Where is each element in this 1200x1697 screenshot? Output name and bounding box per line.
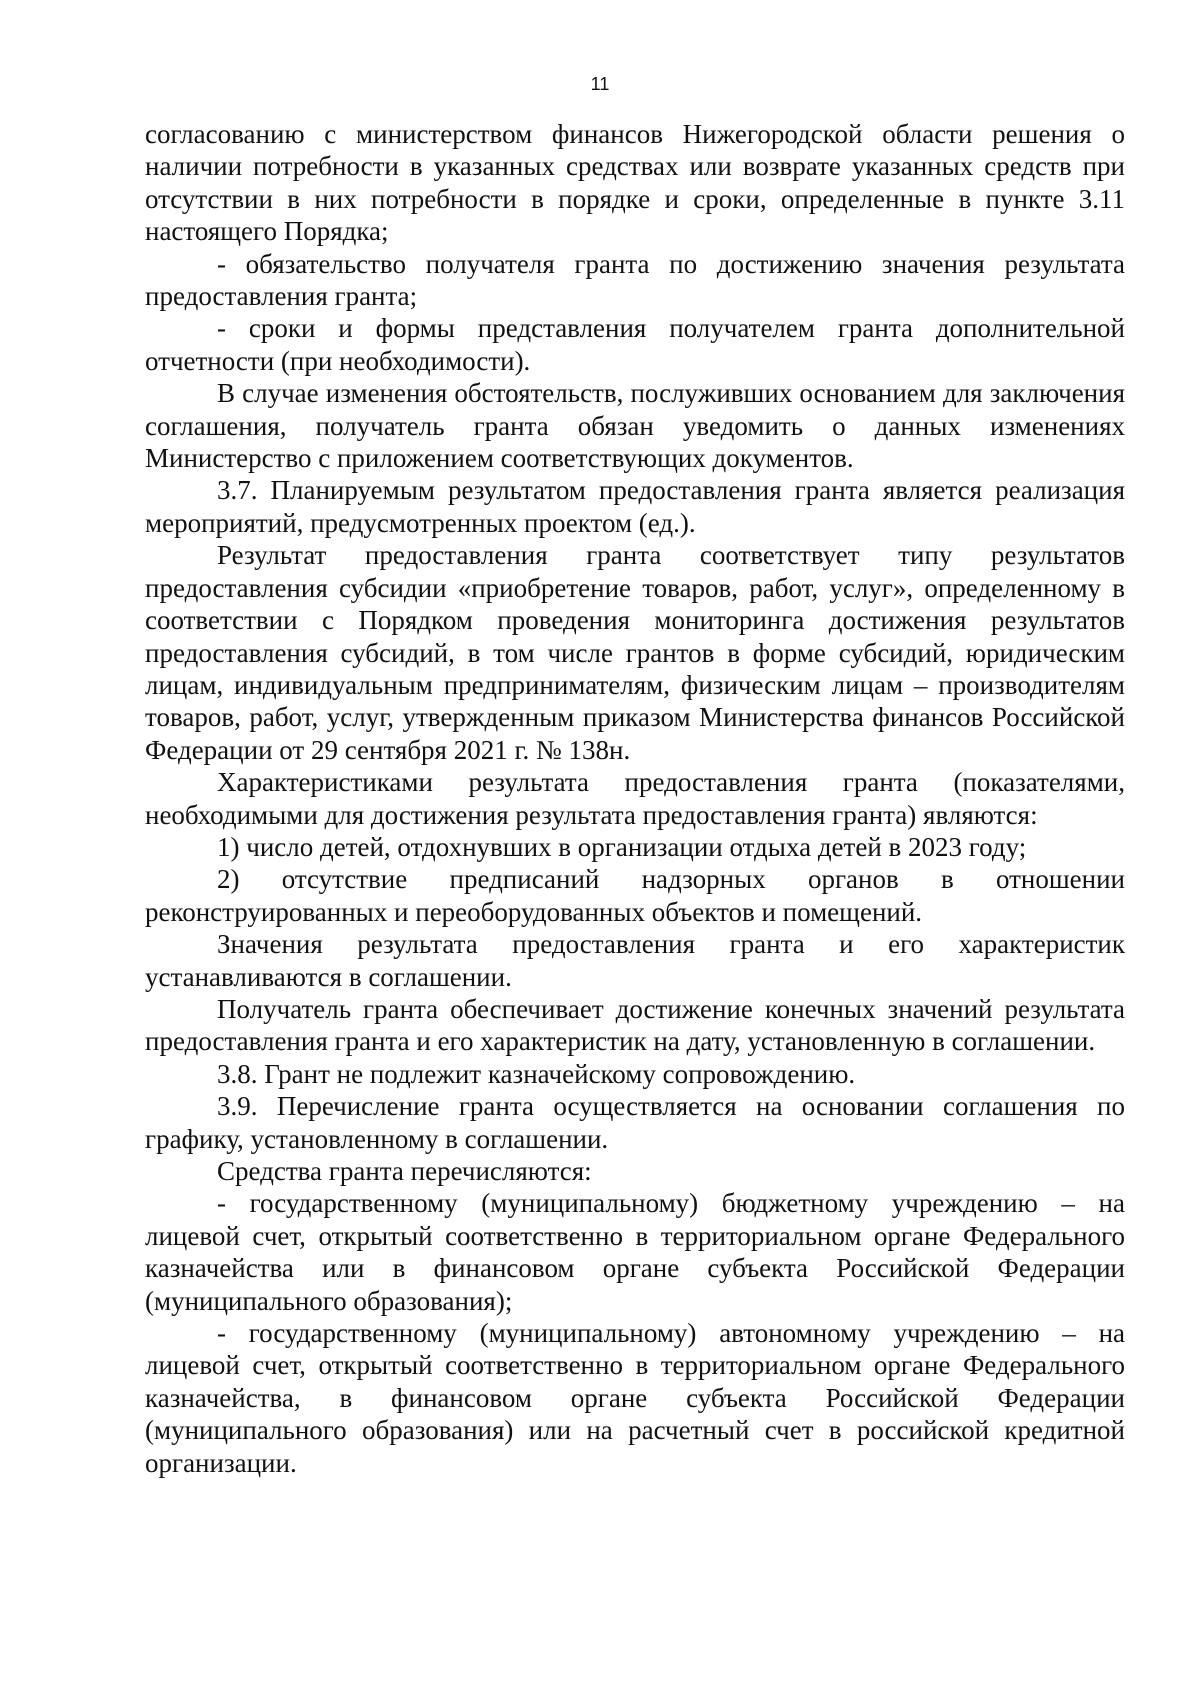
- paragraph: Характеристиками результата предоставления гранта (показателями, необходимыми для достижения результата предоставления гранта) являются:: [145, 767, 1125, 830]
- paragraph: 3.8. Грант не подлежит казначейскому сопровождению.: [217, 1058, 856, 1089]
- paragraph: В случае изменения обстоятельств, послуживших основанием для заключения соглашения, получатель гранта обязан уведомить о данных изменениях Министерство с приложением соответствующих документов.: [145, 378, 1125, 474]
- document-body: [145, 118, 1125, 1479]
- paragraph: - обязательство получателя гранта по достижению значения результата предоставления гранта;: [145, 248, 1125, 312]
- paragraph: 2) отсутствие предписаний надзорных органов в отношении реконструированных и переоборудованных объектов и помещений.: [145, 864, 1125, 927]
- paragraph: - сроки и формы представления получателем гранта дополнительной отчетности (при необходимости).: [145, 313, 1125, 376]
- page-number: 11: [590, 74, 610, 94]
- paragraph: Получатель гранта обеспечивает достижение конечных значений результата предоставления гранта и его характеристик на дату, установленную в соглашении.: [145, 993, 1125, 1057]
- paragraph: - государственному (муниципальному) автономному учреждению – на лицевой счет, открытый соответственно в территориальном органе Федерального казначейства, в финансовом органе субъекта Российской Федерации (муниципального образования) или на расчетный счет в российской кредитной организации.: [145, 1318, 1125, 1478]
- paragraph: - государственному (муниципальному) бюджетному учреждению – на лицевой счет, открытый соответственно в территориальном органе Федерального казначейства или в финансовом органе субъекта Российской Федерации (муниципального образования);: [145, 1188, 1125, 1316]
- paragraph: 3.9. Перечисление гранта осуществляется на основании соглашения по графику, установленному в соглашении.: [145, 1091, 1125, 1154]
- paragraph: 3.7. Планируемым результатом предоставления гранта является реализация мероприятий, предусмотренных проектом (ед.).: [145, 475, 1125, 538]
- paragraph: 1) число детей, отдохнувших в организации отдыха детей в 2023 году;: [217, 831, 1027, 862]
- paragraph: Средства гранта перечисляются:: [217, 1156, 592, 1186]
- paragraph: Результат предоставления гранта соответствует типу результатов предоставления субсидии «приобретение товаров, работ, услуг», определенному в соответствии с Порядком проведения мониторинга достижения результатов предоставления субсидий, в том числе грантов в форме субсидий, юридическим лицам, индивидуальным предпринимателям, физическим лицам – производителям товаров, работ, услуг, утвержденным приказом Министерства финансов Российской Федерации от 29 сентября 2021 г. № 138н.: [145, 540, 1125, 765]
- paragraph: согласованию с министерством финансов Нижегородской области решения о наличии потребности в указанных средствах или возврате указанных средств при отсутствии в них потребности в порядке и сроки, определенные в пункте 3.11 настоящего Порядка;: [145, 119, 1125, 247]
- paragraph: Значения результата предоставления гранта и его характеристик устанавливаются в соглашении.: [145, 929, 1125, 992]
